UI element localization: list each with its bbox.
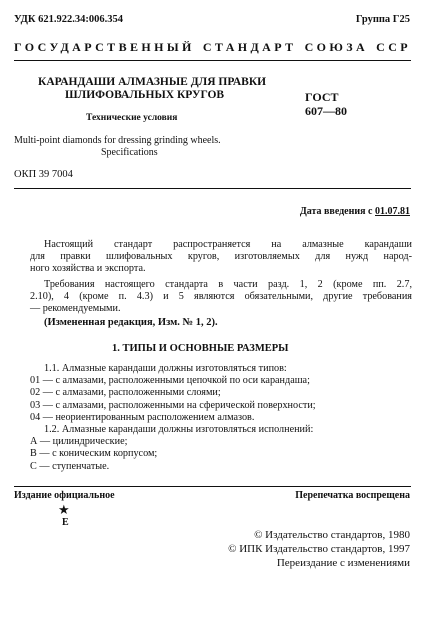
type-01: 01 — с алмазами, расположенными цепочкой по оси карандаша; — [30, 375, 310, 386]
e-mark: Е — [62, 517, 69, 528]
title-line-2: ШЛИФОВАЛЬНЫХ КРУГОВ — [65, 89, 225, 101]
title-line-1: КАРАНДАШИ АЛМАЗНЫЕ ДЛЯ ПРАВКИ — [38, 76, 267, 88]
paragraph-1-line-2: для правки шлифовальных кругов, изготовляемых для нужд народ- — [30, 251, 412, 262]
copyright-1980: © Издательство стандартов, 1980 — [254, 529, 410, 541]
okp-code: ОКП 39 7004 — [14, 169, 73, 180]
intro-date — [300, 206, 410, 217]
title-subtitle: Технические условия — [86, 113, 178, 123]
title-english-1: Multi-point diamonds for dressing grinding wheels. — [14, 135, 221, 146]
reprint-prohibited: Перепечатка воспрещена — [295, 490, 410, 501]
copyright-1997: © ИПК Издательство стандартов, 1997 — [228, 543, 410, 555]
paragraph-2-line-1: Требования настоящего стандарта в части разд. 1, 2 (кроме пп. 2.7, — [44, 279, 412, 290]
version-a: А — цилиндрические; — [30, 436, 128, 447]
paragraph-1-line-3: ного хозяйства и экспорта. — [30, 263, 146, 274]
version-b: В — с коническим корпусом; — [30, 448, 158, 459]
type-02: 02 — с алмазами, расположенными слоями; — [30, 387, 221, 398]
section-title: 1. ТИПЫ И ОСНОВНЫЕ РАЗМЕРЫ — [112, 343, 289, 354]
reissue-note: Переиздание с изменениями — [276, 557, 410, 569]
gost-label: ГОСТ — [305, 90, 339, 104]
star-icon: ★ — [58, 502, 70, 517]
paragraph-2-line-2: 2.10), 4 (кроме п. 4.3) и 5 являются обязательными, другие требования — [30, 291, 412, 302]
type-04: 04 — неориентированным расположением алмазов. — [30, 412, 255, 423]
clause-1-2: 1.2. Алмазные карандаши должны изготовляться исполнений: — [44, 424, 314, 435]
paragraph-1-line-1: Настоящий стандарт распространяется на алмазные карандаши — [44, 239, 412, 250]
gost-number: 607—80 — [305, 104, 347, 118]
state-standard-heading: ГОСУДАРСТВЕННЫЙ СТАНДАРТ СОЮЗА ССР — [14, 40, 411, 54]
footer-divider — [14, 486, 411, 487]
official-edition: Издание официальное — [14, 490, 115, 501]
header-divider — [14, 60, 411, 61]
intro-date-label: Дата введения с — [299, 206, 375, 217]
title-divider — [14, 188, 411, 189]
udk-code: УДК 621.922.34:006.354 — [14, 14, 123, 25]
version-c: С — ступенчатые. — [30, 461, 110, 472]
intro-date-value: 01.07.81 — [375, 206, 410, 217]
group-code: Группа Г25 — [355, 14, 410, 25]
clause-1-1: 1.1. Алмазные карандаши должны изготовляться типов: — [44, 363, 287, 374]
revision-note: (Измененная редакция, Изм. № 1, 2). — [44, 317, 218, 328]
title-english-2: Specifications — [101, 147, 158, 158]
paragraph-2-line-3: — рекомендуемыми. — [30, 303, 121, 314]
type-03: 03 — с алмазами, расположенными на сферической поверхности; — [30, 400, 316, 411]
